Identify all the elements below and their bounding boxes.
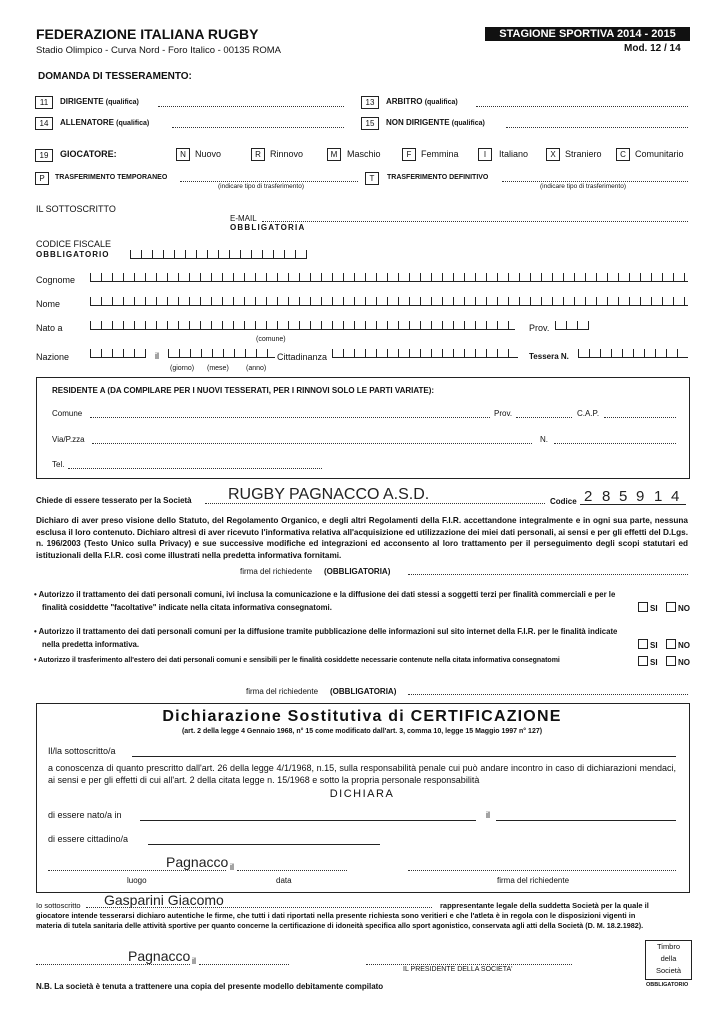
codice-fiscale-obbligatorio: OBBLIGATORIO	[36, 250, 110, 259]
option-italiano-box[interactable]: I	[478, 148, 492, 161]
consent-2-si[interactable]: SI	[638, 639, 658, 650]
module-number: Mod. 12 / 14	[624, 43, 681, 54]
codice-field[interactable]	[580, 488, 686, 505]
comune-hint: (comune)	[256, 336, 286, 343]
residence-cap-label: C.A.P.	[577, 409, 600, 418]
anno-hint: (anno)	[246, 365, 267, 372]
code-box-19[interactable]: 19	[35, 149, 53, 162]
residence-comune-label: Comune	[52, 409, 83, 418]
transfer-temp-label: TRASFERIMENTO TEMPORANEO	[55, 174, 168, 181]
option-straniero-box[interactable]: X	[546, 148, 560, 161]
consent-2-no[interactable]: NO	[666, 639, 690, 650]
code-box-13[interactable]: 13	[361, 96, 379, 109]
transfer-temp-hint: (indicare tipo di trasferimento)	[218, 183, 304, 190]
checkbox-icon	[638, 602, 648, 612]
dichiara-heading: DICHIARA	[329, 788, 395, 800]
sottoscritto-label: IL SOTTOSCRITTO	[36, 204, 116, 214]
tessera-label: Tessera N.	[529, 352, 569, 361]
non-dirigente-field[interactable]	[506, 127, 688, 128]
option-femmina-box[interactable]: F	[402, 148, 416, 161]
birth-date-field[interactable]	[168, 349, 275, 358]
cert-il-label: il	[486, 810, 490, 820]
residence-n-field[interactable]	[554, 443, 676, 444]
transfer-def-label: TRASFERIMENTO DEFINITIVO	[387, 174, 489, 181]
transfer-def-field[interactable]	[502, 181, 688, 182]
tessera-field[interactable]	[578, 349, 688, 358]
residence-comune-field[interactable]	[90, 417, 490, 418]
cognome-field[interactable]	[90, 273, 688, 282]
footer-date-field[interactable]	[199, 964, 289, 965]
stamp-box[interactable]	[645, 940, 692, 980]
email-obbligatoria: OBBLIGATORIA	[230, 223, 306, 232]
option-rinnovo-label: Rinnovo	[270, 149, 304, 159]
consent-firma-label: firma del richiedente	[246, 687, 319, 696]
nazione-field[interactable]	[90, 349, 146, 358]
option-maschio-box[interactable]: M	[327, 148, 341, 161]
transfer-temp-box[interactable]: P	[35, 172, 49, 185]
prov-field[interactable]	[555, 321, 589, 330]
transfer-temp-field[interactable]	[180, 181, 358, 182]
codice-fiscale-label: CODICE FISCALE	[36, 239, 112, 249]
signer-name: Gasparini Giacomo	[104, 892, 224, 908]
consent-3-text: • Autorizzo il trasferimento all'estero dei dati personali comuni e sensibili per le finalità cosiddette necessarie contenute nella citata informativa consegnatomi	[34, 657, 560, 664]
code-box-11[interactable]: 11	[35, 96, 53, 109]
dirigente-field[interactable]	[158, 106, 344, 107]
nome-label: Nome	[36, 299, 61, 309]
society-name: RUGBY PAGNACCO A.S.D.	[228, 486, 430, 503]
luogo-value: Pagnacco	[166, 854, 229, 870]
cert-firma-label: firma del richiedente	[497, 876, 570, 885]
non-dirigente-label: NON DIRIGENTE (qualifica)	[386, 118, 485, 127]
code-box-15[interactable]: 15	[361, 117, 379, 130]
codice-digit: 9	[636, 488, 645, 505]
nb-note: N.B. La società è tenuta a trattenere una copia del presente modello debitamente compilato	[36, 982, 384, 991]
option-italiano-label: Italiano	[499, 149, 529, 159]
president-signature-field[interactable]	[366, 964, 572, 965]
cittadinanza-field[interactable]	[332, 349, 518, 358]
federation-address: Stadio Olimpico - Curva Nord - Foro Italico - 00135 ROMA	[36, 45, 281, 56]
consent-2-text-line1: • Autorizzo il trattamento dei dati personali comuni per la diffusione tramite pubblicazione delle informazioni sul sito internet della F.I.R. per le finalità indicate	[34, 627, 618, 636]
footer-il-label: il	[192, 956, 196, 966]
data-label: data	[276, 876, 292, 885]
allenatore-field[interactable]	[172, 127, 344, 128]
footer-place: Pagnacco	[128, 948, 191, 964]
option-straniero-label: Straniero	[565, 149, 602, 159]
residence-prov-field[interactable]	[516, 417, 572, 418]
footer-place-field[interactable]	[36, 964, 190, 965]
allenatore-label: ALLENATORE (qualifica)	[60, 118, 150, 127]
consent-1-text-line2: finalità cosiddette "facoltative" indicate nella citata informativa consegnatomi.	[42, 603, 332, 612]
codice-digit: 8	[602, 488, 611, 505]
residence-cap-field[interactable]	[604, 417, 676, 418]
consent-1-no[interactable]: NO	[666, 602, 690, 613]
declaration-signature-field[interactable]	[408, 574, 688, 575]
transfer-def-box[interactable]: T	[365, 172, 379, 185]
transfer-def-hint: (indicare tipo di trasferimento)	[540, 183, 626, 190]
nato-a-label: Nato a	[36, 323, 63, 333]
stamp-obbligatorio: OBBLIGATORIO	[646, 982, 689, 988]
email-label: E-MAIL	[230, 214, 257, 223]
residence-title: RESIDENTE A (DA COMPILARE PER I NUOVI TESSERATI, PER I RINNOVI SOLO LE PARTI VARIATE):	[52, 386, 435, 395]
dirigente-label: DIRIGENTE (qualifica)	[60, 97, 139, 106]
declaration-obbligatoria: (OBBLIGATORIA)	[324, 567, 391, 576]
arbitro-field[interactable]	[476, 106, 688, 107]
codice-fiscale-field[interactable]	[130, 250, 307, 259]
stamp-label-1: Timbro	[656, 942, 681, 951]
codice-label: Codice	[550, 497, 577, 506]
consent-2-text-line2: nella predetta informativa.	[42, 640, 140, 649]
luogo-field[interactable]	[48, 870, 226, 871]
declaration-firma-label: firma del richiedente	[240, 567, 313, 576]
stamp-label-2: della	[660, 954, 677, 963]
cert-il2-label: il	[230, 862, 234, 872]
option-nuovo-box[interactable]: N	[176, 148, 190, 161]
mese-hint: (mese)	[207, 365, 229, 372]
code-box-14[interactable]: 14	[35, 117, 53, 130]
consent-3-no[interactable]: NO	[666, 656, 690, 667]
certification-sottoscritto-field[interactable]	[132, 756, 676, 757]
option-rinnovo-box[interactable]: R	[251, 148, 265, 161]
footer-text-2: giocatore intende tesserarsi dichiaro autentiche le firme, che tutti i dati riportati nella presente richiesta sono veritieri e che l'atleta è in regola con le disposizioni vigenti in	[36, 911, 636, 920]
nato-in-label: di essere nato/a in	[48, 810, 122, 820]
luogo-label: luogo	[127, 876, 147, 885]
president-label: IL PRESIDENTE DELLA SOCIETA'	[403, 966, 513, 973]
certification-title: Dichiarazione Sostitutiva di CERTIFICAZIONE	[162, 708, 562, 725]
checkbox-icon	[666, 639, 676, 649]
consent-1-si[interactable]: SI	[638, 602, 658, 613]
consent-1-text-line1: • Autorizzo il trattamento dei dati personali comuni, ivi inclusa la comunicazione e la diffusione dei dati stessi a soggetti terzi per finalità commerciali e per le	[34, 590, 616, 599]
checkbox-icon	[666, 656, 676, 666]
cognome-label: Cognome	[36, 275, 76, 285]
nato-in-field[interactable]	[140, 820, 476, 821]
nato-a-field[interactable]	[90, 321, 515, 330]
residence-via-field[interactable]	[92, 443, 532, 444]
il-label: il	[155, 351, 159, 361]
codice-digit: 1	[654, 488, 663, 505]
codice-digit: 5	[619, 488, 628, 505]
option-maschio-label: Maschio	[347, 149, 381, 159]
request-title: DOMANDA DI TESSERAMENTO:	[38, 71, 192, 82]
certification-sottoscritto-label: Il/la sottoscritto/a	[48, 746, 116, 756]
footer-text-1: rappresentante legale della suddetta Società per la quale il	[440, 901, 649, 910]
certification-text: a conoscenza di quanto prescritto dall'art. 26 della legge 4/1/1968, n.15, sulla responsabilità penale cui può andare incontro in caso di dichiarazioni mendaci, ai sensi e per gli effetti di cui all'art. 2 della citata legge n. 15/1968 e sotto la propria personale responsabilità	[48, 763, 676, 785]
declaration-text: Dichiaro di aver preso visione dello Statuto, del Regolamento Organico, e degli altri Regolamenti della F.I.R. accettandone integralmente e in ogni sua parte, nessuna esclusa il loro contenuto. Dichiaro altresì di aver ricevuto l'informativa relativa all'acquisizione ed utilizzazione dei miei dati personali, ai sensi e per gli effetti del D.Lgs. n. 196/2003 (Testo Unico sulla Privacy) e sue successive modifiche ed integrazioni ed acconsento al loro trattamento per il perseguimento degli scopi statutari ed istituzionali della F.I.R. così come illustrati nella predetta informativa fornitami.	[36, 516, 688, 560]
nazione-label: Nazione	[36, 352, 70, 362]
option-comunitario-box[interactable]: C	[616, 148, 630, 161]
giorno-hint: (giorno)	[170, 365, 195, 372]
residence-tel-field[interactable]	[68, 468, 322, 469]
checkbox-icon	[638, 639, 648, 649]
prov-label: Prov.	[529, 323, 550, 333]
residence-prov-label: Prov.	[494, 409, 513, 418]
option-nuovo-label: Nuovo	[195, 149, 222, 159]
residence-via-label: Via/P.zza	[52, 435, 85, 444]
society-request-label: Chiede di essere tesserato per la Società	[36, 496, 192, 505]
certification-subtitle: (art. 2 della legge 4 Gennaio 1968, n° 15 come modificato dall'art. 3, comma 10, legge 15 Maggio 1997 n° 127)	[181, 728, 543, 735]
nome-field[interactable]	[90, 297, 688, 306]
residence-n-label: N.	[540, 435, 548, 444]
consent-signature-field[interactable]	[408, 694, 688, 695]
email-field[interactable]	[262, 221, 688, 222]
giocatore-label: GIOCATORE:	[60, 149, 117, 159]
cittadinanza-label: Cittadinanza	[277, 352, 328, 362]
io-sottoscritto-label: Io sottoscritto	[36, 901, 81, 910]
season-banner: STAGIONE SPORTIVA 2014 - 2015	[485, 27, 690, 41]
cert-signature-field[interactable]	[408, 870, 676, 871]
option-femmina-label: Femmina	[421, 149, 459, 159]
data-field[interactable]	[237, 870, 347, 871]
federation-title: FEDERAZIONE ITALIANA RUGBY	[36, 26, 259, 42]
cert-date-field[interactable]	[496, 820, 676, 821]
cittadino-label: di essere cittadino/a	[48, 834, 129, 844]
checkbox-icon	[666, 602, 676, 612]
codice-digit: 2	[584, 488, 593, 505]
stamp-label-3: Società	[655, 966, 682, 975]
footer-text-3: materia di tutela sanitaria delle attività sportive per quanto concerne la certificazione di idoneità specifica allo sport agonistico, conservata agli atti della Società (D. M. 18.2.1982).	[36, 921, 644, 930]
consent-3-si[interactable]: SI	[638, 656, 658, 667]
cittadino-field[interactable]	[148, 844, 380, 845]
consent-obbligatoria: (OBBLIGATORIA)	[330, 687, 397, 696]
option-comunitario-label: Comunitario	[635, 149, 684, 159]
arbitro-label: ARBITRO (qualifica)	[386, 97, 458, 106]
checkbox-icon	[638, 656, 648, 666]
residence-tel-label: Tel.	[52, 460, 65, 469]
codice-digit: 4	[671, 488, 680, 505]
